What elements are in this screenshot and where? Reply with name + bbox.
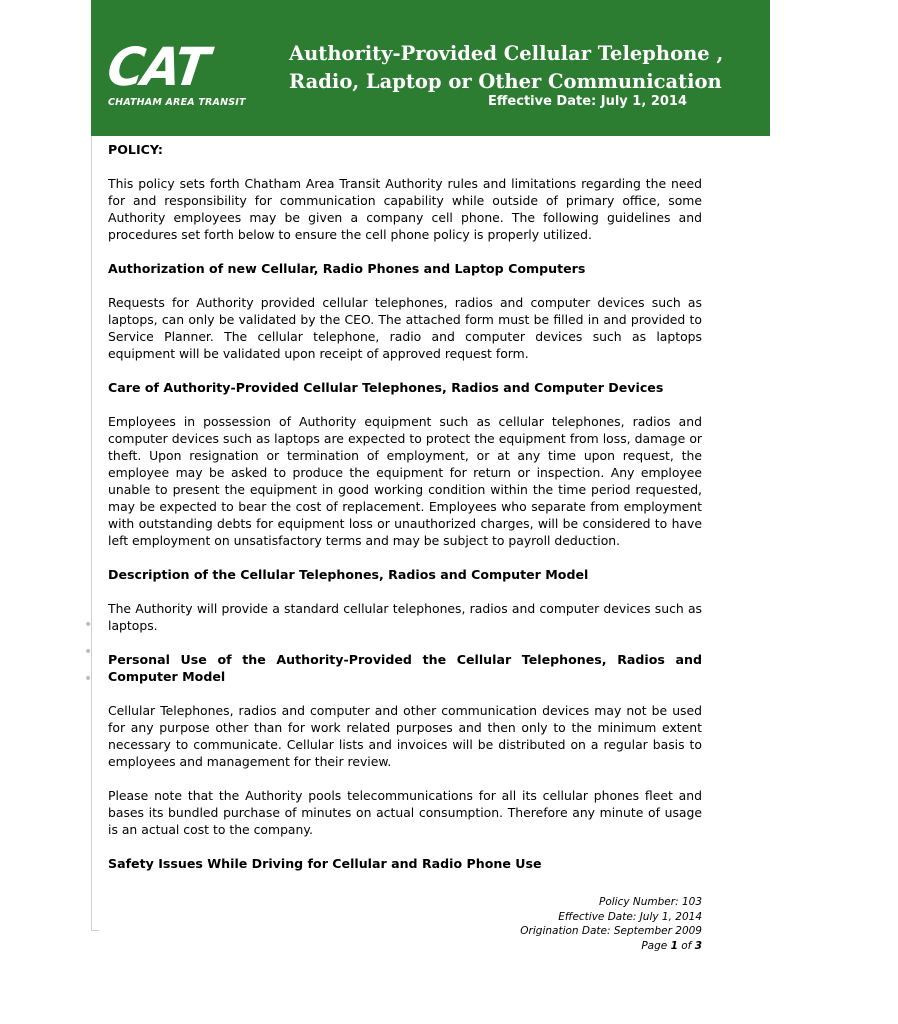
side-dot: • [84, 644, 93, 660]
description-paragraph: The Authority will provide a standard cellular telephones, radios and computer devices such as laptops. [108, 601, 702, 633]
policy-paragraph: This policy sets forth Chatham Area Transit Authority rules and limitations regarding the need for and responsibility for communication capability while outside of primary office, some Authority employees may be given a company cell phone. The following guidelines and procedures set forth below to ensure the cell phone policy is properly utilized. [108, 176, 702, 242]
header-effective-date: Effective Date: July 1, 2014 [488, 94, 687, 109]
page-of: of [677, 939, 695, 952]
pools-paragraph: Please note that the Authority pools telecommunications for all its cellular phones fleet and bases its bundled purchase of minutes on actual consumption. Therefore any minute of usage is an actual cost to the company. [108, 788, 702, 837]
side-dot: • [84, 671, 93, 687]
document-footer [520, 895, 702, 953]
authorization-paragraph: Requests for Authority provided cellular telephones, radios and computer devices such as laptops, can only be validated by the CEO. The attached form must be filled in and provided to Service Planner. The cellular telephone, radio and computer devices such as laptops equipment will be validated upon receipt of approved request form. [108, 295, 702, 361]
document-title [289, 40, 729, 96]
care-paragraph: Employees in possession of Authority equipment such as cellular telephones, radios and computer devices such as laptops are expected to protect the equipment from loss, damage or theft. Upon resignation or termination of employment, or at any time upon request, the employee may be asked to produce the equipment for return or inspection. Any employee unable to present the equipment in good working condition within the time period requested, may be expected to bear the cost of replacement. Employees who separate from employment with outstanding debts for equipment loss or unauthorized charges, will be considered to have left employment on unsatisfactory terms and may be subject to payroll deduction. [108, 414, 702, 548]
cat-logo [103, 36, 246, 112]
footer-origination-date: Origination Date: September 2009 [520, 925, 702, 937]
policy-heading: POLICY: [108, 142, 163, 157]
side-dots [84, 612, 96, 693]
page-edge-corner [91, 930, 99, 931]
footer-policy-number: Policy Number: 103 [598, 896, 702, 908]
page-total: 3 [694, 939, 702, 952]
page-current: 1 [670, 939, 678, 952]
logo-mark: CAT [103, 36, 211, 98]
logo-subtitle: CHATHAM AREA TRANSIT [108, 97, 246, 108]
personal-use-paragraph: Cellular Telephones, radios and computer and other communication devices may not be used for any purpose other than for work related purposes and then only to the minimum extent necessary to communicate. Cellular lists and invoices will be distributed on a regular basis to employees and management for their review. [108, 703, 702, 769]
page-label: Page [641, 939, 671, 952]
personal-use-heading: Personal Use of the Authority-Provided the Cellular Telephones, Radios and Computer Model [108, 652, 702, 684]
safety-heading: Safety Issues While Driving for Cellular and Radio Phone Use [108, 856, 542, 871]
header-dots: • • • [781, 80, 898, 104]
footer-page-number [520, 939, 702, 954]
authorization-heading: Authorization of new Cellular, Radio Phones and Laptop Computers [108, 261, 586, 276]
footer-effective-date: Effective Date: July 1, 2014 [558, 910, 702, 923]
description-heading: Description of the Cellular Telephones, Radios and Computer Model [108, 567, 589, 582]
title-line-2: Radio, Laptop or Other Communication [289, 70, 722, 93]
document-body [108, 141, 702, 872]
side-dot: • [84, 617, 93, 633]
page-edge-line [91, 0, 92, 930]
title-line-1: Authority-Provided Cellular Telephone , [289, 42, 724, 65]
care-heading: Care of Authority-Provided Cellular Telephones, Radios and Computer Devices [108, 380, 664, 395]
document-header [91, 0, 898, 136]
